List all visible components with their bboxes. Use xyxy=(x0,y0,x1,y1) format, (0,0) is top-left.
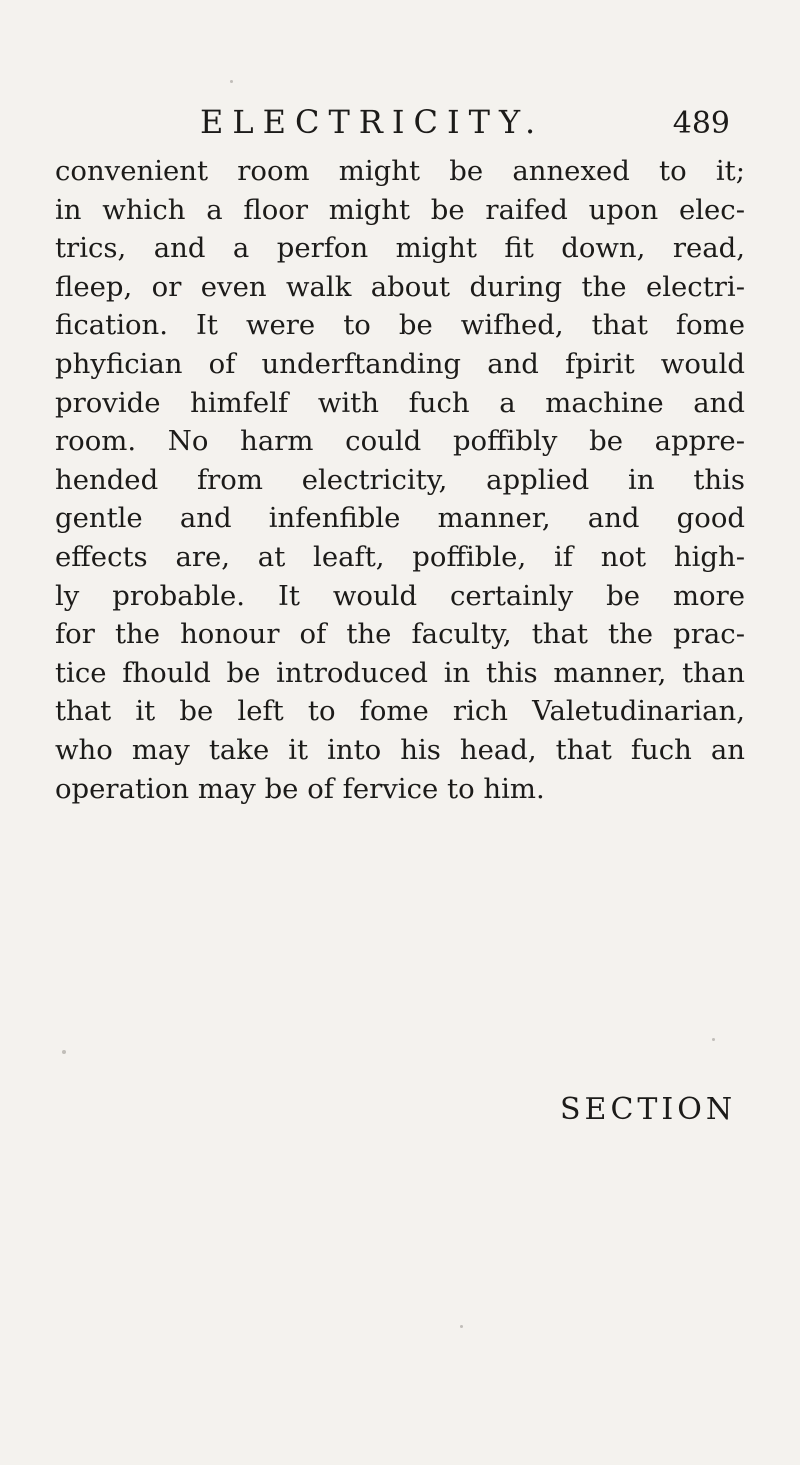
catchword: SECTION xyxy=(560,1092,737,1127)
text-line: fleep, or even walk about during the electri- xyxy=(55,270,745,303)
text-line: effects are, at leaft, poffible, if not high- xyxy=(55,540,745,573)
running-head xyxy=(200,100,730,144)
page-number: 489 xyxy=(672,106,730,141)
text-line: trics, and a perfon might fit down, read, xyxy=(55,232,745,265)
text-line: in which a floor might be raifed upon elec- xyxy=(55,193,745,226)
text-line: room. No harm could poffibly be appre- xyxy=(55,425,745,458)
text-line: hended from electricity, applied in this xyxy=(55,463,745,496)
text-line: who may take it into his head, that fuch an xyxy=(55,733,745,766)
text-line: phyfician of underftanding and fpirit would xyxy=(55,347,745,380)
body-paragraph xyxy=(55,152,745,808)
paper-speck xyxy=(230,80,233,83)
text-line: that it be left to fome rich Valetudinarian, xyxy=(55,695,745,728)
text-line: ly probable. It would certainly be more xyxy=(55,579,745,612)
text-line: convenient room might be annexed to it; xyxy=(55,155,745,187)
paper-speck xyxy=(712,1038,715,1041)
text-line: for the honour of the faculty, that the prac- xyxy=(55,618,745,651)
running-title: ELECTRICITY. xyxy=(200,103,545,141)
paper-speck xyxy=(62,1050,66,1054)
text-line: operation may be of fervice to him. xyxy=(55,772,545,805)
text-line: fication. It were to be wifhed, that fome xyxy=(55,309,745,342)
paper-speck xyxy=(460,1325,463,1328)
text-line: gentle and infenfible manner, and good xyxy=(55,502,745,535)
text-line: provide himfelf with fuch a machine and xyxy=(55,386,745,419)
text-line: tice fhould be introduced in this manner, than xyxy=(55,656,745,689)
